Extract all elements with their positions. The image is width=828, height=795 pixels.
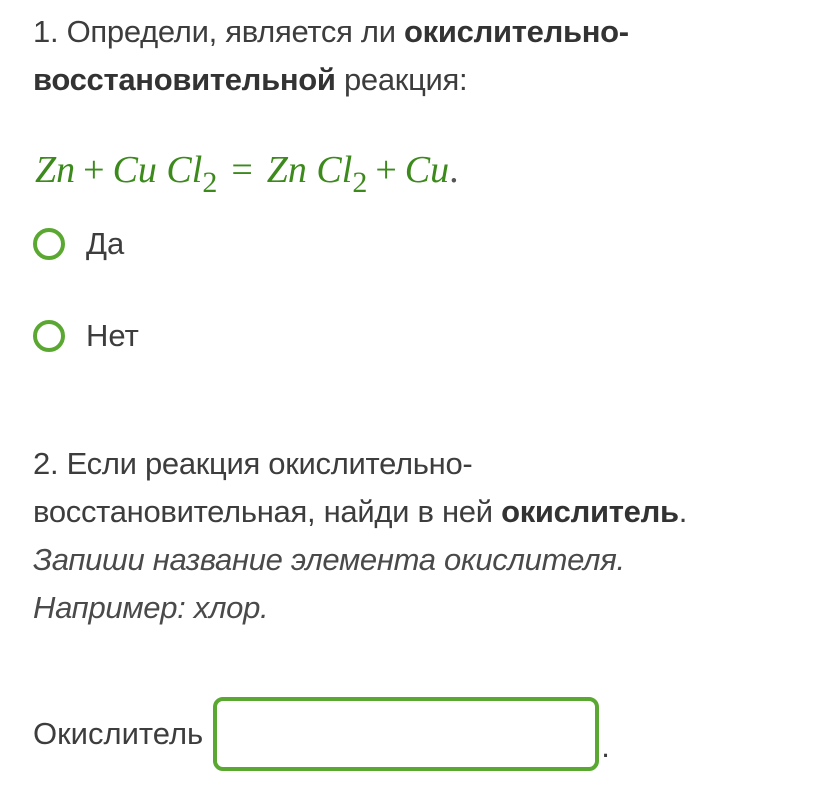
eq-product1-index: 2 [352, 166, 368, 199]
question1-number: 1. [33, 14, 59, 49]
answer-suffix: . [601, 729, 610, 764]
radio-no-icon[interactable] [33, 320, 65, 352]
question2-line2-end: . [678, 494, 688, 529]
question2-example: Например: хлор. [33, 590, 269, 625]
reaction-equation [35, 148, 459, 199]
answer-label: Окислитель [33, 716, 204, 751]
option-no-label: Нет [86, 318, 139, 353]
eq-plus1: + [83, 149, 105, 191]
question1-text-end: реакция: [343, 62, 468, 97]
option-yes[interactable] [33, 226, 124, 262]
question2-number: 2. [33, 446, 59, 481]
question2-line1-text: Если реакция окислительно- [66, 446, 473, 481]
eq-reactant1: Zn [35, 149, 76, 191]
option-yes-label: Да [86, 226, 125, 261]
question1-line1 [33, 8, 629, 56]
question2-line2-bold: окислитель [501, 494, 679, 529]
oxidizer-input[interactable] [213, 697, 599, 771]
eq-plus2: + [375, 149, 397, 191]
question2-line2 [33, 488, 687, 536]
question1-line2 [33, 56, 467, 104]
answer-row [33, 697, 610, 771]
question2-line2-start: восстановительная, найди в ней [33, 494, 493, 529]
option-no[interactable] [33, 318, 139, 354]
eq-reactant2-index: 2 [202, 166, 218, 199]
eq-period: . [449, 149, 459, 191]
question1-text-start: Определи, является ли [66, 14, 396, 49]
eq-equals: = [231, 149, 253, 191]
eq-product1: Zn Cl [266, 149, 353, 191]
question1-bold-part2: восстановительной [33, 62, 336, 97]
question2-line1 [33, 440, 472, 488]
question2-instruction: Запиши название элемента окислителя. [33, 542, 625, 577]
eq-product2: Cu [404, 149, 450, 191]
radio-yes-icon[interactable] [33, 228, 65, 260]
eq-reactant2: Cu Cl [112, 149, 203, 191]
question1-bold-part1: окислительно- [404, 14, 629, 49]
